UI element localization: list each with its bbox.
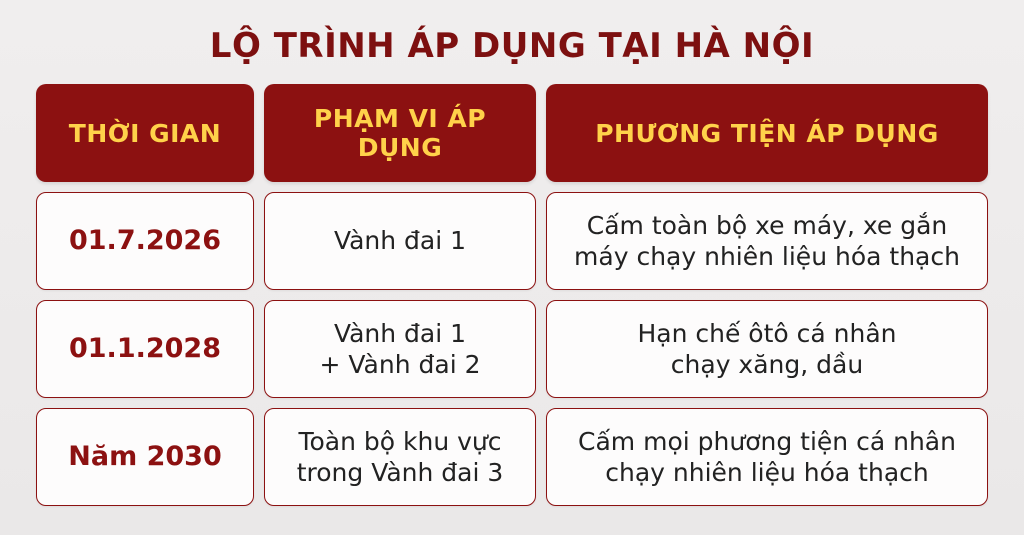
cell-vehicle xyxy=(546,300,988,398)
cell-scope-line1: Vành đai 1 xyxy=(333,226,467,256)
cell-scope-line2: + Vành đai 2 xyxy=(319,350,481,379)
roadmap-table xyxy=(36,84,988,506)
cell-vehicle xyxy=(546,408,988,506)
cell-vehicle-line2: chạy xăng, dầu xyxy=(670,350,864,379)
cell-vehicle-line1: Cấm mọi phương tiện cá nhân xyxy=(578,426,956,456)
cell-time xyxy=(36,192,254,290)
column-header-vehicle-label: PHƯƠNG TIỆN ÁP DỤNG xyxy=(595,118,939,148)
column-header-vehicle xyxy=(546,84,988,182)
cell-vehicle-line2: chạy nhiên liệu hóa thạch xyxy=(605,458,929,487)
table-row xyxy=(36,408,988,506)
cell-scope-line1: Toàn bộ khu vực xyxy=(298,426,502,456)
cell-scope xyxy=(264,300,536,398)
cell-time-value: Năm 2030 xyxy=(68,441,222,473)
cell-vehicle xyxy=(546,192,988,290)
cell-scope-line1: Vành đai 1 xyxy=(333,318,467,348)
cell-vehicle-line2: máy chạy nhiên liệu hóa thạch xyxy=(574,242,960,271)
cell-vehicle-line1: Cấm toàn bộ xe máy, xe gắn xyxy=(586,210,948,240)
page-title: LỘ TRÌNH ÁP DỤNG TẠI HÀ NỘI xyxy=(209,26,815,66)
table-row xyxy=(36,300,988,398)
cell-time xyxy=(36,408,254,506)
cell-scope xyxy=(264,192,536,290)
column-header-time xyxy=(36,84,254,182)
column-header-time-label: THỜI GIAN xyxy=(68,118,222,148)
cell-time xyxy=(36,300,254,398)
table-header-row xyxy=(36,84,988,182)
cell-vehicle-line1: Hạn chế ôtô cá nhân xyxy=(637,318,897,348)
cell-scope xyxy=(264,408,536,506)
column-header-scope-label: PHẠM VI ÁP DỤNG xyxy=(313,104,487,162)
table-row xyxy=(36,192,988,290)
cell-time-value: 01.7.2026 xyxy=(68,225,222,257)
column-header-scope xyxy=(264,84,536,182)
cell-time-value: 01.1.2028 xyxy=(68,333,222,365)
cell-scope-line2: trong Vành đai 3 xyxy=(296,458,504,487)
